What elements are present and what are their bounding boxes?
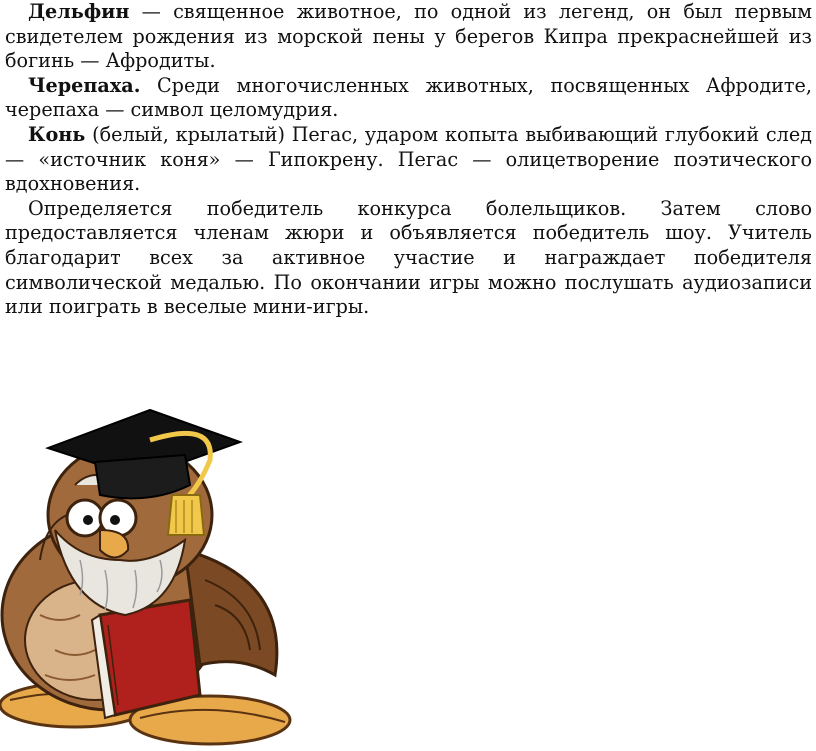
term-turtle: Черепаха.	[28, 73, 141, 97]
paragraph-turtle-text: Среди многочисленных животных, посвященных Афродите, черепаха — символ целомудрия.	[5, 73, 812, 122]
paragraph-dolphin-text: — священное животное, по одной из легенд, он был первым свидетелем рождения из морской пены у берегов Кипра прекраснейшей из богинь — Афродиты.	[5, 0, 812, 73]
paragraph-horse-text: (белый, крылатый) Пегас, ударом копыта выбивающий глубокий след — «источник коня» — Гипокрену. Пегас — олицетворение поэтического вдохновения.	[5, 122, 812, 196]
book-icon	[92, 600, 200, 718]
paragraph-turtle	[5, 74, 812, 123]
paragraph-horse	[5, 123, 812, 197]
term-dolphin: Дельфин	[28, 0, 130, 23]
term-horse: Конь	[28, 122, 86, 146]
owl-wing	[185, 550, 277, 675]
paragraph-conclusion-text: Определяется победитель конкурса болельщиков. Затем слово предоставляется членам жюри и объявляется победитель шоу. Учитель благодарит всех за активное участие и награждает победителя символической медалью. По окончании игры можно послушать аудиозаписи или поиграть в веселые мини-игры.	[5, 196, 812, 319]
owl-graduate-icon	[0, 400, 300, 751]
body-text	[5, 0, 812, 320]
paragraph-dolphin	[5, 0, 812, 74]
paragraph-conclusion	[5, 197, 812, 320]
